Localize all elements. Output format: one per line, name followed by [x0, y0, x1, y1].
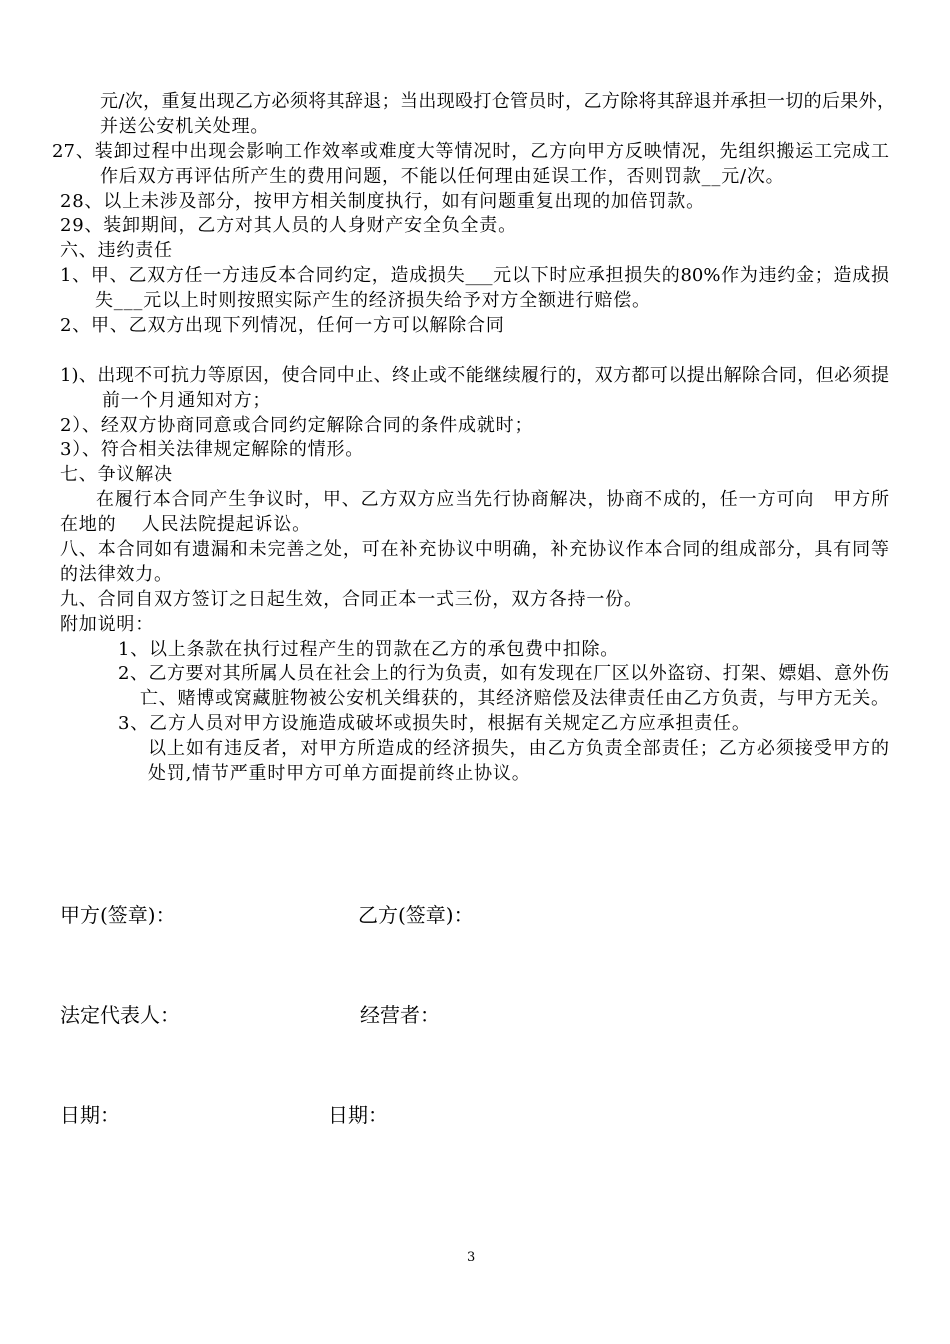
continuation-line: 并送公安机关处理。	[100, 115, 270, 137]
section-9: 九、合同自双方签订之日起生效，合同正本一式三份，双方各持一份。	[60, 588, 643, 610]
appendix-note-2-line: 2、乙方要对其所属人员在社会上的行为负责，如有发现在厂区以外盗窃、打架、嫖娼、意外伤	[118, 663, 889, 685]
appendix-closing-line: 处罚,情节严重时甲方可单方面提前终止协议。	[148, 763, 531, 785]
contract-body	[0, 90, 950, 787]
section-8-line: 的法律效力。	[60, 563, 173, 585]
termination-conditions	[0, 364, 950, 464]
appendix-notes	[0, 613, 950, 787]
blank-line	[60, 339, 900, 364]
termination-condition-2: 2）、经双方协商同意或合同约定解除合同的条件成就时；	[60, 414, 534, 436]
continuation-clause	[0, 90, 950, 140]
appendix-heading: 附加说明：	[60, 613, 154, 635]
section-breach-liability	[0, 239, 950, 463]
clause-27-line: 27、装卸过程中出现会影响工作效率或难度大等情况时，乙方向甲方反映情况，先组织搬运工完成工	[52, 140, 889, 162]
breach-item-1-line: 1、甲、乙双方任一方违反本合同约定，造成损失___元以下时应承担损失的80%作为违约金；造成损	[60, 265, 889, 287]
termination-condition-1-line: 1)、出现不可抗力等原因，使合同中止、终止或不能继续履行的，双方都可以提出解除合同，但必须提	[60, 364, 889, 386]
section-8-line: 八、本合同如有遗漏和未完善之处，可在补充协议中明确，补充协议作本合同的组成部分，具有同等	[60, 539, 889, 561]
continuation-line: 元/次，重复出现乙方必须将其辞退；当出现殴打仓管员时，乙方除将其辞退并承担一切的后果外，	[100, 91, 895, 112]
section-heading: 六、违约责任	[60, 240, 173, 262]
termination-condition-1-line: 前一个月通知对方；	[102, 389, 272, 411]
page-number: 3	[467, 1250, 476, 1265]
clause-28: 28、以上未涉及部分，按甲方相关制度执行，如有问题重复出现的加倍罚款。	[60, 190, 705, 212]
appendix-note-1: 1、以上条款在执行过程产生的罚款在乙方的承包费中扣除。	[118, 638, 620, 660]
clause-27	[0, 140, 950, 190]
party-b-date-label: 日期：	[328, 1103, 388, 1127]
dispute-text-line: 在地的 人民法院提起诉讼。	[60, 514, 311, 536]
dispute-text-line: 在履行本合同产生争议时，甲、乙方双方应当先行协商解决，协商不成的，任一方可向 甲方所	[96, 489, 889, 511]
clause-29: 29、装卸期间，乙方对其人员的人身财产安全负全责。	[60, 215, 517, 237]
termination-condition-3: 3）、符合相关法律规定解除的情形。	[60, 439, 365, 461]
appendix-note-2-line: 亡、赌博或窝藏脏物被公安机关缉获的，其经济赔偿及法律责任由乙方负责，与甲方无关。	[140, 688, 889, 710]
clause-27-line: 作后双方再评估所产生的费用问题，不能以任何理由延误工作，否则罚款__元/次。	[100, 165, 785, 187]
operator-label: 经营者：	[360, 1003, 440, 1027]
appendix-closing-line: 以上如有违反者，对甲方所造成的经济损失，由乙方负责全部责任；乙方必须接受甲方的	[148, 738, 889, 760]
section-8	[0, 538, 950, 588]
appendix-note-3: 3、乙方人员对甲方设施造成破坏或损失时，根据有关规定乙方应承担责任。	[118, 713, 751, 735]
breach-item-2: 2、甲、乙双方出现下列情况，任何一方可以解除合同	[60, 315, 505, 337]
party-b-seal-label: 乙方(签章)：	[358, 903, 474, 927]
party-a-seal-label: 甲方(签章)：	[60, 903, 176, 927]
breach-item-1-line: 失___元以上时则按照实际产生的经济损失给予对方全额进行赔偿。	[95, 290, 651, 312]
party-a-date-label: 日期：	[60, 1103, 120, 1127]
legal-representative-label: 法定代表人：	[60, 1003, 180, 1027]
section-heading: 七、争议解决	[60, 464, 173, 486]
section-dispute-resolution	[0, 463, 950, 538]
